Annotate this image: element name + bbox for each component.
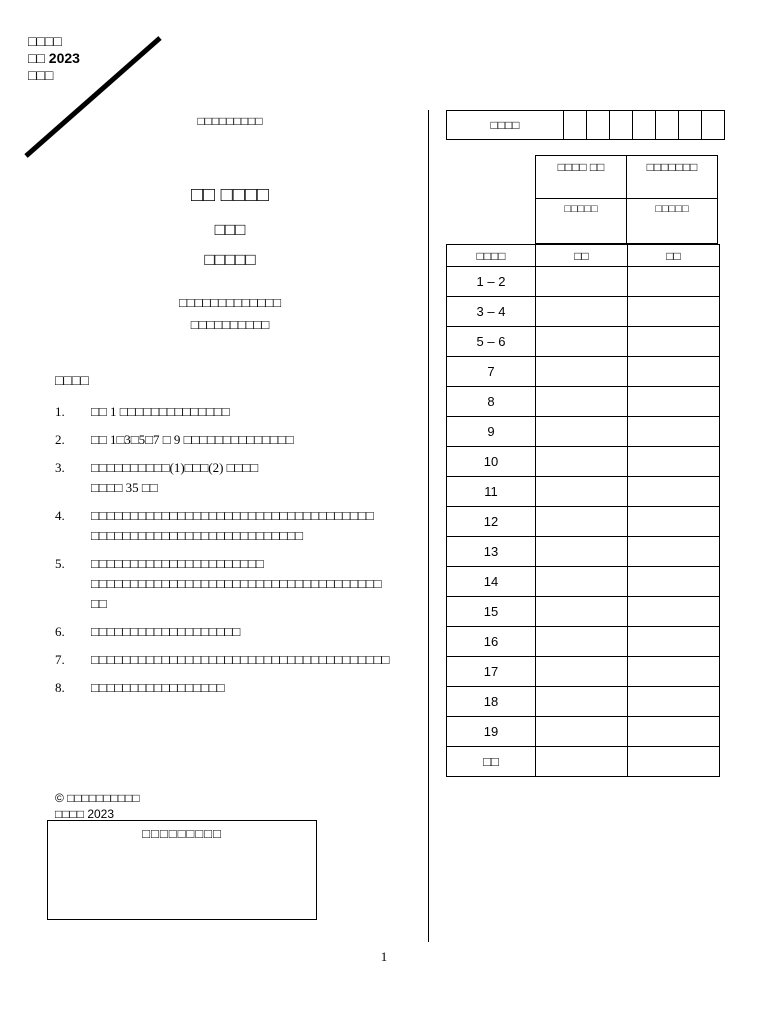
examiner-mark-cell[interactable] xyxy=(628,477,720,507)
candidate-digit-cell[interactable] xyxy=(610,111,633,139)
instruction-line: □□ 1 □□□□□□□□□□□□□□ xyxy=(91,404,230,419)
examiner-column-header xyxy=(626,155,718,244)
examiner-column-title: □□□□□□□ xyxy=(627,156,717,199)
instruction-number: 1. xyxy=(55,404,65,419)
table-row xyxy=(447,657,720,687)
paper-section: □□□□□ xyxy=(204,250,256,269)
instruction-number: 6. xyxy=(55,624,65,639)
table-row xyxy=(447,267,720,297)
examiner-mark-cell[interactable] xyxy=(628,687,720,717)
instruction-line: □□ 1□3□5□7 □ 9 □□□□□□□□□□□□□□ xyxy=(91,432,294,447)
instruction-item xyxy=(55,650,395,670)
marker-mark-cell[interactable] xyxy=(536,567,628,597)
marker-mark-cell[interactable] xyxy=(536,387,628,417)
instruction-line: □□□□□□□□□□□□□□□□□ xyxy=(91,680,225,695)
marker-column-subtitle: □□□□□ xyxy=(564,203,598,215)
instruction-item xyxy=(55,622,395,642)
question-number-cell: 18 xyxy=(447,687,536,717)
paper-code-line2: □□ 2023 xyxy=(28,50,80,66)
instruction-text xyxy=(91,458,258,498)
table-row xyxy=(447,567,720,597)
paper-code-line3: □□□ xyxy=(28,67,54,83)
instruction-number: 8. xyxy=(55,680,65,695)
question-number-cell: 14 xyxy=(447,567,536,597)
instruction-text xyxy=(91,506,374,546)
table-row xyxy=(447,537,720,567)
examiner-mark-cell[interactable] xyxy=(628,267,720,297)
instructions-heading: □□□□ xyxy=(55,372,89,388)
question-number-cell: 13 xyxy=(447,537,536,567)
examiner-mark-cell[interactable] xyxy=(628,567,720,597)
instruction-number: 7. xyxy=(55,652,65,667)
copyright-line1: © □□□□□□□□□□ xyxy=(55,791,140,805)
marker-mark-cell[interactable] xyxy=(536,297,628,327)
instruction-item xyxy=(55,506,395,546)
marker-mark-cell[interactable] xyxy=(536,687,628,717)
marks-header-row xyxy=(447,245,720,267)
instruction-line: □□□□□□□□□□□□□□□□□□□□□□□□□□□□□□□□□□□□□ xyxy=(91,576,382,591)
candidate-number-box xyxy=(446,110,725,140)
examiner-mark-cell[interactable] xyxy=(628,387,720,417)
question-number-cell: 3 – 4 xyxy=(447,297,536,327)
barcode-label-text: □□□□□□□□□ xyxy=(142,826,222,841)
marker-mark-cell[interactable] xyxy=(536,537,628,567)
marker-mark-cell[interactable] xyxy=(536,267,628,297)
table-row xyxy=(447,627,720,657)
marker-mark-cell[interactable] xyxy=(536,327,628,357)
instruction-text xyxy=(91,678,225,698)
instruction-text xyxy=(91,622,240,642)
candidate-digit-cell[interactable] xyxy=(564,111,587,139)
examiner-mark-cell[interactable] xyxy=(628,447,720,477)
marker-mark-cell[interactable] xyxy=(536,597,628,627)
marks-table xyxy=(446,244,720,777)
marker-mark-cell[interactable] xyxy=(536,747,628,777)
copyright-line2: □□□□ 2023 xyxy=(55,807,115,821)
question-number-cell: 16 xyxy=(447,627,536,657)
examiner-mark-cell[interactable] xyxy=(628,297,720,327)
instruction-number: 5. xyxy=(55,556,65,571)
table-row xyxy=(447,447,720,477)
marks-header-cell: □□□□ xyxy=(447,245,536,267)
question-number-cell: 11 xyxy=(447,477,536,507)
marker-mark-cell[interactable] xyxy=(536,627,628,657)
confidential-note: □□□□□□□□□ xyxy=(197,114,263,128)
table-row xyxy=(447,507,720,537)
question-number-cell: 17 xyxy=(447,657,536,687)
marker-column-title: □□□□ □□ xyxy=(536,156,626,199)
instructions-list xyxy=(55,402,395,706)
time-info-line2: □□□□□□□□□□ xyxy=(190,317,270,332)
marker-mark-cell[interactable] xyxy=(536,447,628,477)
table-row xyxy=(447,327,720,357)
question-number-cell: 9 xyxy=(447,417,536,447)
instruction-item xyxy=(55,430,395,450)
question-number-cell: □□ xyxy=(447,747,536,777)
table-row xyxy=(447,417,720,447)
candidate-digit-cell[interactable] xyxy=(656,111,679,139)
table-row xyxy=(447,747,720,777)
marker-mark-cell[interactable] xyxy=(536,717,628,747)
page-number: 1 xyxy=(380,949,388,964)
instruction-number: 3. xyxy=(55,460,65,475)
examiner-mark-cell[interactable] xyxy=(628,327,720,357)
question-number-cell: 7 xyxy=(447,357,536,387)
candidate-digit-cell[interactable] xyxy=(587,111,610,139)
question-number-cell: 12 xyxy=(447,507,536,537)
instruction-text xyxy=(91,430,294,450)
question-number-cell: 19 xyxy=(447,717,536,747)
table-row xyxy=(447,477,720,507)
instruction-line: □□□□□□□□□□(1)□□□(2) □□□□ xyxy=(91,460,259,475)
table-row xyxy=(447,597,720,627)
instruction-item xyxy=(55,458,395,498)
examiner-mark-cell[interactable] xyxy=(628,597,720,627)
candidate-digit-cell[interactable] xyxy=(633,111,656,139)
examiner-mark-cell[interactable] xyxy=(628,507,720,537)
marker-column-header xyxy=(535,155,627,244)
instruction-text xyxy=(91,402,230,422)
examiner-mark-cell[interactable] xyxy=(628,717,720,747)
instruction-number: 4. xyxy=(55,508,65,523)
marker-mark-cell[interactable] xyxy=(536,417,628,447)
instruction-item xyxy=(55,554,395,614)
instruction-line: □□□□□□□□□□□□□□□□□□□□□□□□□□□□□□□□□□□□□□ xyxy=(91,652,390,667)
instruction-line: □□ xyxy=(91,596,107,611)
paper-number: □□□ xyxy=(214,220,246,239)
question-number-cell: 15 xyxy=(447,597,536,627)
barcode-label-box xyxy=(47,820,317,920)
examiner-mark-cell[interactable] xyxy=(628,747,720,777)
copyright-notice xyxy=(55,790,140,822)
instruction-number: 2. xyxy=(55,432,65,447)
instruction-item xyxy=(55,678,395,698)
paper-title: □□ □□□□ xyxy=(190,184,270,206)
instruction-line: □□□□□□□□□□□□□□□□□□□ xyxy=(91,624,241,639)
instruction-line: □□□□ 35 □□ xyxy=(91,480,158,495)
marker-mark-cell[interactable] xyxy=(536,357,628,387)
table-row xyxy=(447,387,720,417)
marks-table-header xyxy=(535,155,718,244)
question-number-cell: 8 xyxy=(447,387,536,417)
examiner-mark-cell[interactable] xyxy=(628,417,720,447)
table-row xyxy=(447,687,720,717)
diagonal-stroke xyxy=(0,0,200,170)
marker-mark-cell[interactable] xyxy=(536,507,628,537)
examiner-mark-cell[interactable] xyxy=(628,627,720,657)
column-divider xyxy=(428,110,429,942)
examiner-mark-cell[interactable] xyxy=(628,537,720,567)
instruction-line: □□□□□□□□□□□□□□□□□□□□□□□□□□□□□□□□□□□□ xyxy=(91,508,374,523)
marks-header-cell: □□ xyxy=(536,245,628,267)
instruction-line: □□□□□□□□□□□□□□□□□□□□□□□□□□□ xyxy=(91,528,304,543)
table-row xyxy=(447,717,720,747)
instruction-text xyxy=(91,554,382,614)
instruction-text xyxy=(91,650,389,670)
examiner-mark-cell[interactable] xyxy=(628,657,720,687)
instruction-item xyxy=(55,402,395,422)
examiner-column-subtitle: □□□□□ xyxy=(655,203,689,215)
instruction-line: □□□□□□□□□□□□□□□□□□□□□□ xyxy=(91,556,264,571)
candidate-digit-cell[interactable] xyxy=(679,111,702,139)
marks-header-cell: □□ xyxy=(628,245,720,267)
marker-mark-cell[interactable] xyxy=(536,477,628,507)
time-info-line1: □□□□□□□□□□□□□ xyxy=(178,295,282,310)
table-row xyxy=(447,357,720,387)
candidate-digit-cell[interactable] xyxy=(702,111,724,139)
candidate-number-label: □□□□ xyxy=(447,111,564,139)
table-row xyxy=(447,297,720,327)
paper-code-line1: □□□□ xyxy=(28,33,62,49)
marker-mark-cell[interactable] xyxy=(536,657,628,687)
question-number-cell: 1 – 2 xyxy=(447,267,536,297)
examiner-mark-cell[interactable] xyxy=(628,357,720,387)
question-number-cell: 10 xyxy=(447,447,536,477)
question-number-cell: 5 – 6 xyxy=(447,327,536,357)
